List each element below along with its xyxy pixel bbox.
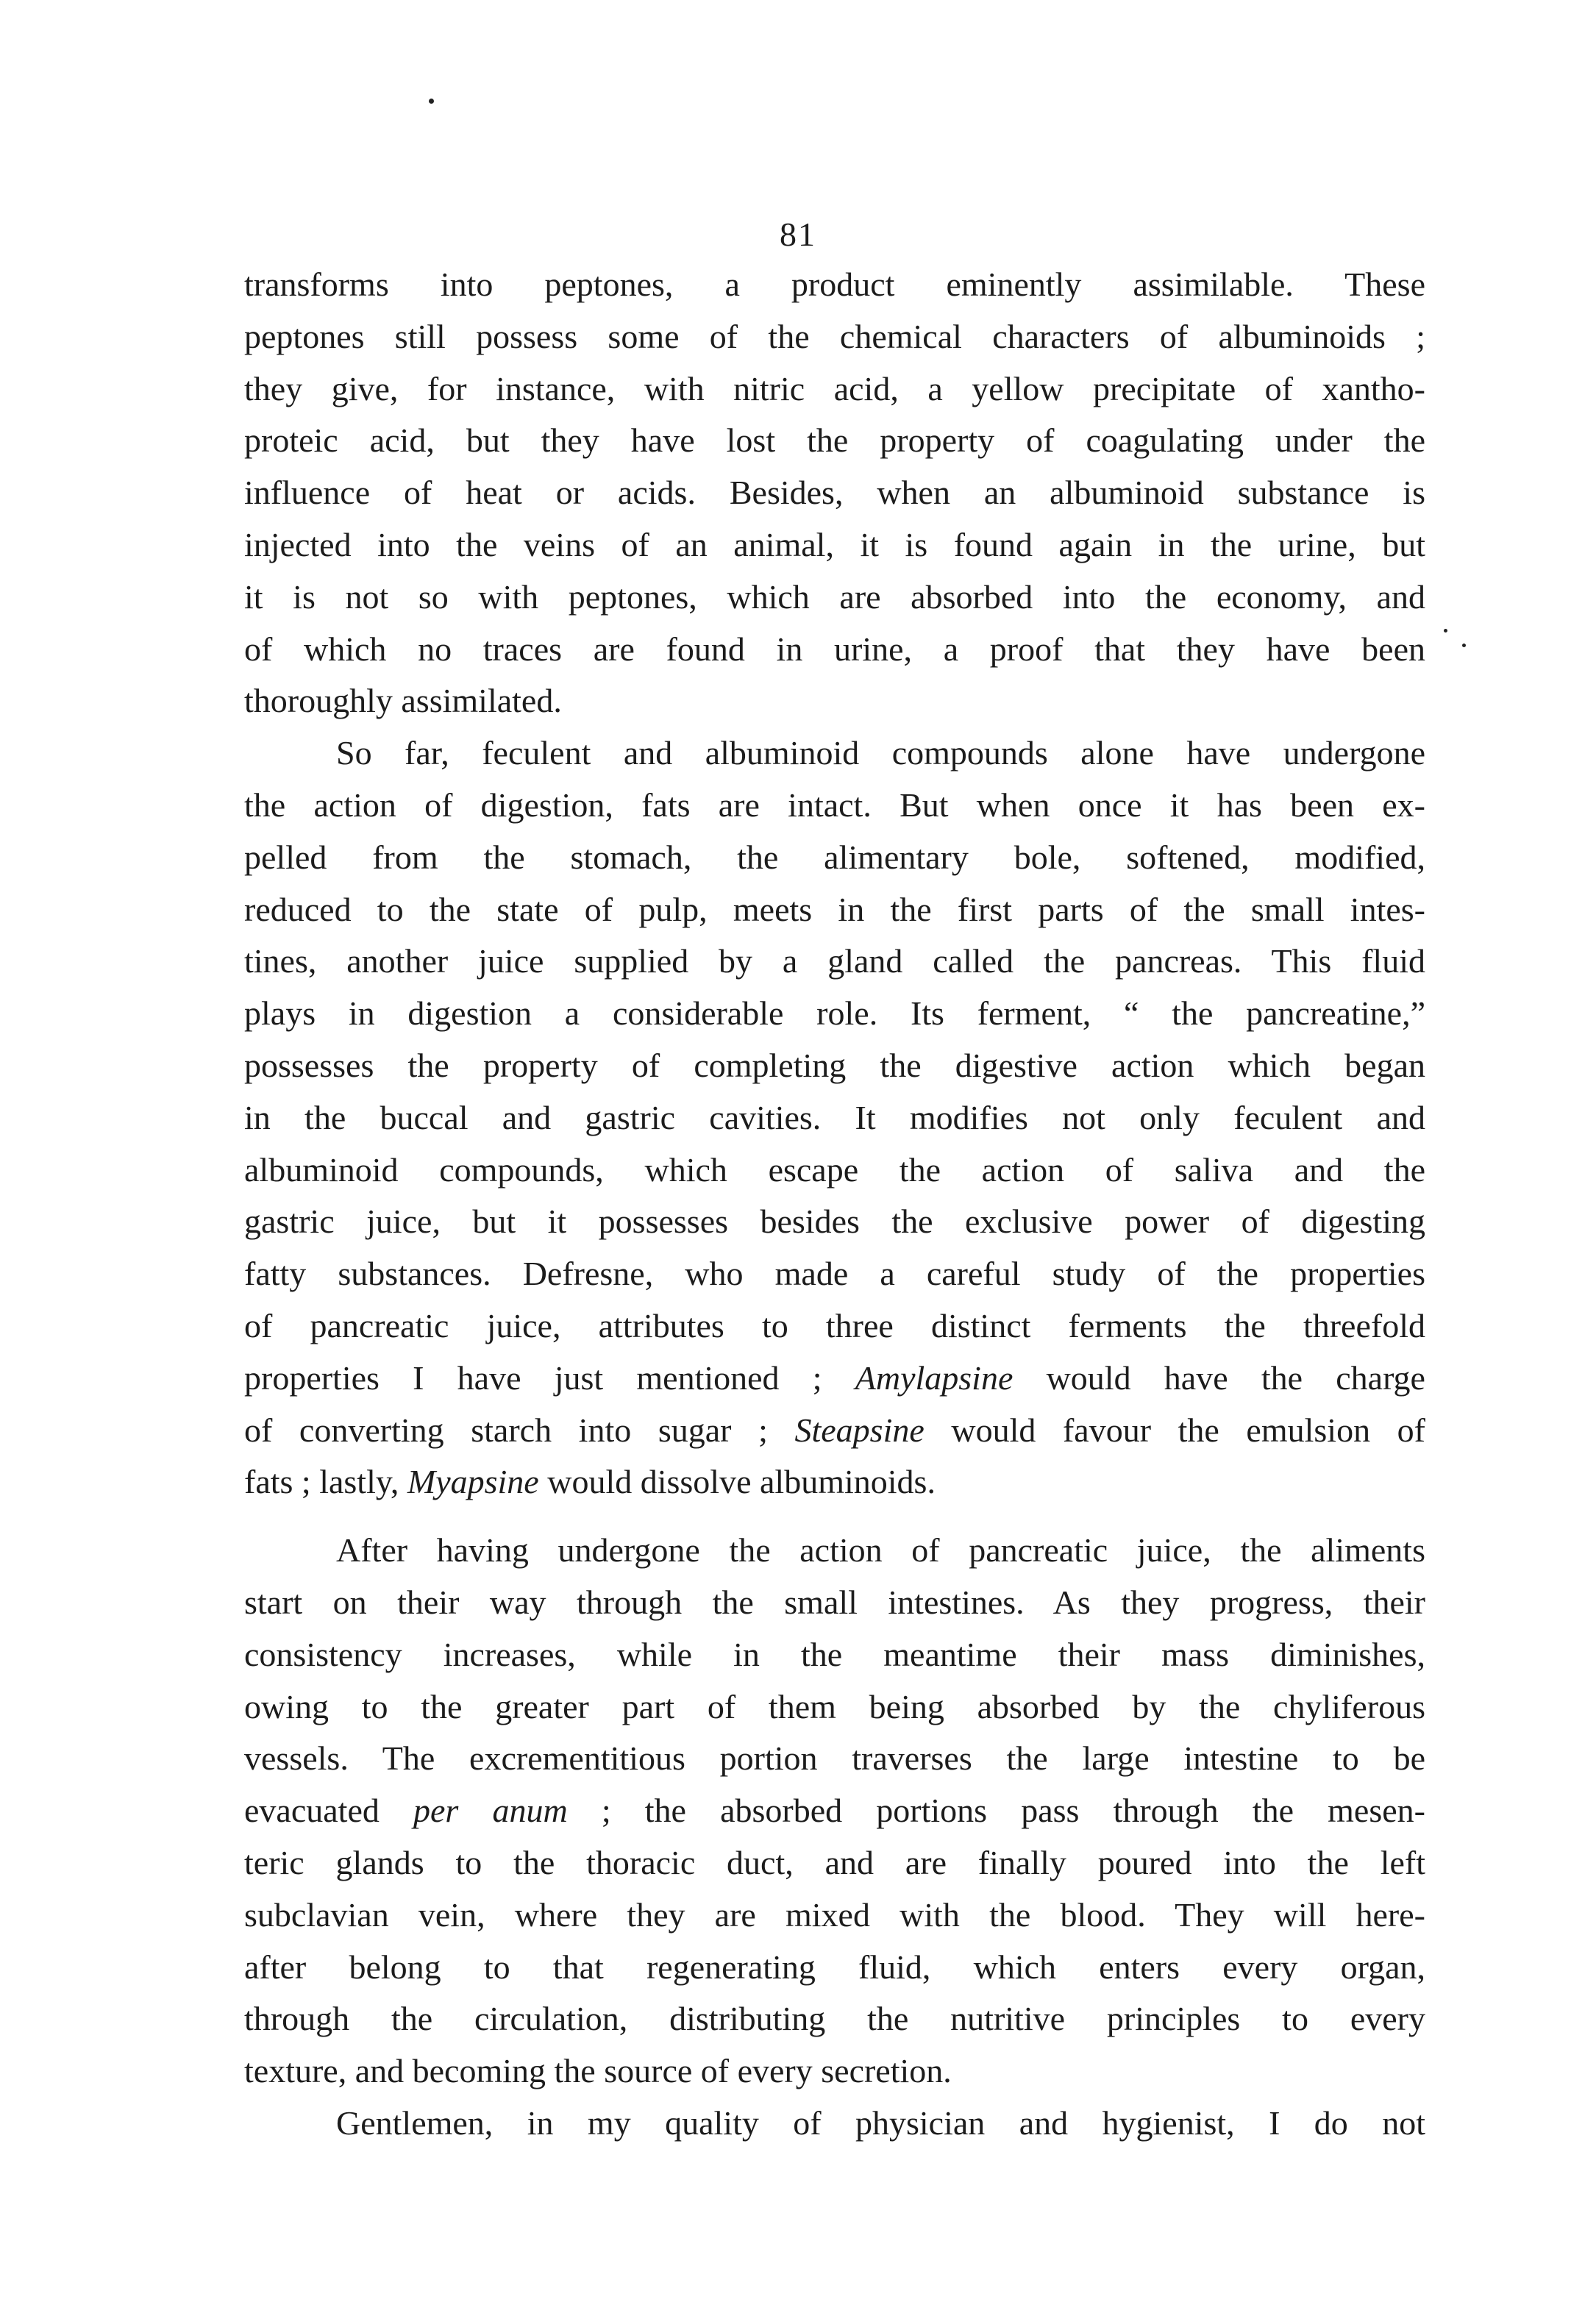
text-line: reduced to the state of pulp, meets in the first parts of the small intes- — [244, 890, 1425, 928]
text-line: possesses the property of completing the digestive action which began — [244, 1046, 1425, 1084]
text-line: consistency increases, while in the meantime their mass diminishes, — [244, 1635, 1425, 1673]
text-line: peptones still possess some of the chemical characters of albuminoids ; — [244, 317, 1425, 355]
text-line: teric glands to the thoracic duct, and are finally poured into the left — [244, 1843, 1425, 1881]
text-line: plays in digestion a considerable role. Its ferment, “ the pancreatine,” — [244, 994, 1425, 1033]
ferment-name-steapsine: Steapsine — [794, 1411, 925, 1449]
text-line — [244, 1785, 1425, 1837]
text-line: After having undergone the action of pancreatic juice, the aliments — [336, 1531, 1425, 1569]
text-run: ; the absorbed portions pass through the mesen- — [567, 1792, 1425, 1830]
text-line — [244, 1405, 1425, 1457]
page-number: 81 — [780, 215, 816, 253]
paragraph-3 — [244, 1525, 1425, 2098]
latin-term-per-anum: per anum — [413, 1792, 568, 1830]
text-line: transforms into peptones, a product eminently assimilable. These — [244, 266, 1425, 303]
text-line: in the buccal and gastric cavities. It modifies not only feculent and — [244, 1098, 1425, 1136]
ink-speck — [429, 99, 434, 104]
text-line: the action of digestion, fats are intact. But when once it has been ex- — [244, 785, 1425, 824]
text-line — [244, 1353, 1425, 1405]
text-line: fatty substances. Defresne, who made a careful study of the properties — [244, 1255, 1425, 1293]
text-line: influence of heat or acids. Besides, when an albuminoid substance is — [244, 474, 1425, 512]
text-line: of pancreatic juice, attributes to three distinct ferments the threefold — [244, 1306, 1425, 1344]
text-line: owing to the greater part of them being absorbed by the chyliferous — [244, 1687, 1425, 1725]
text-run: would have the charge — [1013, 1358, 1425, 1397]
text-body — [244, 259, 1425, 2150]
text-line — [244, 1456, 1425, 1508]
text-line: of which no traces are found in urine, a proof that they have been — [244, 630, 1425, 668]
text-line: pelled from the stomach, the alimentary bole, softened, modified, — [244, 838, 1425, 876]
text-run: evacuated — [244, 1792, 414, 1830]
paragraph-2 — [244, 727, 1425, 1508]
ferment-name-amylapsine: Amylapsine — [855, 1358, 1013, 1397]
paragraph-4 — [244, 2098, 1425, 2150]
text-line: gastric juice, but it possesses besides the exclusive power of digesting — [244, 1202, 1425, 1241]
text-run: properties I have just mentioned ; — [244, 1358, 855, 1397]
text-line: start on their way through the small intestines. As they progress, their — [244, 1583, 1425, 1621]
text-line: thoroughly assimilated. — [244, 682, 562, 720]
text-line: proteic acid, but they have lost the property of coagulating under the — [244, 421, 1425, 460]
text-line: they give, for instance, with nitric acid, a yellow precipitate of xantho- — [244, 369, 1425, 407]
text-run: would dissolve albuminoids. — [538, 1463, 936, 1501]
text-line: Gentlemen, in my quality of physician and hygienist, I do not — [336, 2103, 1425, 2142]
text-line: vessels. The excrementitious portion traverses the large intestine to be — [244, 1739, 1425, 1778]
ink-speck — [1462, 644, 1466, 647]
ferment-name-myapsine: Myapsine — [407, 1463, 539, 1501]
text-line: after belong to that regenerating fluid, which enters every organ, — [244, 1948, 1425, 1986]
text-line: injected into the veins of an animal, it is found again in the urine, but — [244, 525, 1425, 563]
text-line: tines, another juice supplied by a gland called the pancreas. This fluid — [244, 942, 1425, 980]
text-line: subclavian vein, where they are mixed with the blood. They will here- — [244, 1895, 1425, 1934]
text-line: it is not so with peptones, which are absorbed into the economy, and — [244, 577, 1425, 616]
text-line: texture, and becoming the source of every secretion. — [244, 2052, 952, 2090]
ink-speck — [1444, 629, 1447, 633]
text-run: would favour the emulsion of — [924, 1411, 1426, 1449]
text-run: fats ; lastly, — [244, 1463, 407, 1501]
text-line: albuminoid compounds, which escape the action of saliva and the — [244, 1150, 1425, 1189]
text-line: through the circulation, distributing the nutritive principles to every — [244, 2000, 1425, 2038]
text-line: So far, feculent and albuminoid compounds alone have undergone — [336, 734, 1425, 772]
paragraph-1 — [244, 259, 1425, 727]
text-run: of converting starch into sugar ; — [244, 1411, 795, 1449]
